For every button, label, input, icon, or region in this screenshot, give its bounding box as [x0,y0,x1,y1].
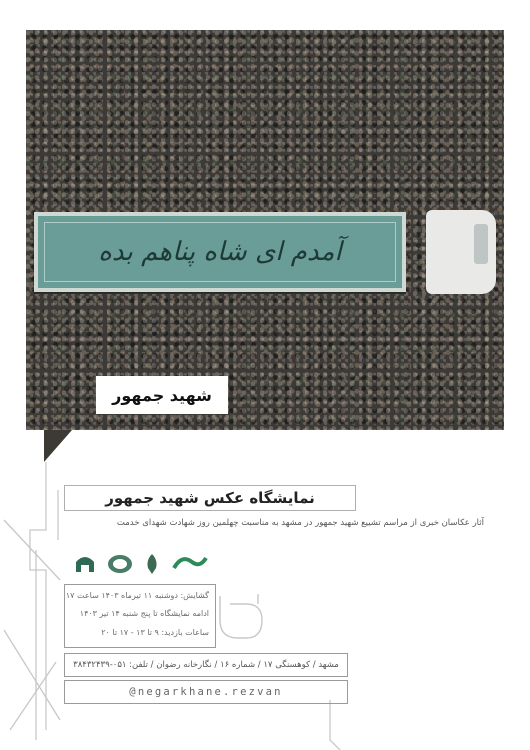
martyr-name-label: شهید جمهور [96,376,228,414]
exhibition-subtitle: آثار عکاسان خبری از مراسم تشییع شهید جمهور در مشهد به مناسبت چهلمین روز شهادت شهدای خدمت [116,518,484,528]
digit-outline-5 [220,596,262,638]
diagonal-stroke-3 [10,662,56,730]
crowd-photo [26,30,504,430]
banner-frame [44,222,396,282]
diagonal-stroke-1 [4,520,60,580]
sponsor-logos [72,550,212,580]
iran-emblem-icon [142,552,162,576]
exhibition-number-graphic [212,590,268,648]
exhibition-title: نمایشگاه عکس شهید جمهور [64,485,356,511]
funeral-banner [34,212,406,292]
social-handle: @negarkhane.rezvan [64,680,348,704]
rezvan-gallery-logo-icon [72,552,98,576]
right-outline-stroke [330,700,340,750]
event-logo-icon [170,552,208,576]
diagonal-stroke-2 [4,630,60,720]
opening-info: گشایش: دوشنبه ۱۱ تیرماه ۱۴۰۳ ساعت ۱۷ [65,591,209,600]
culture-ministry-emblem-icon [106,552,134,576]
banner-slogan: آمدم ای شاه پناهم بده [98,237,342,267]
address-box: مشهد / کوهسنگی ۱۷ / شماره ۱۶ / نگارخانه رضوان / تلفن: ۰۵۱-۳۸۴۳۲۴۳۹ [64,653,348,677]
left-outline-bar [30,462,46,730]
truck-cab [426,210,496,294]
visiting-hours-info: ساعات بازدید: ۹ تا ۱۳ - ۱۷ تا ۲۰ [101,628,209,637]
continuation-info: ادامه نمایشگاه تا پنج شنبه ۱۴ تیر ۱۴۰۳ [79,609,209,618]
schedule-box [64,584,216,648]
